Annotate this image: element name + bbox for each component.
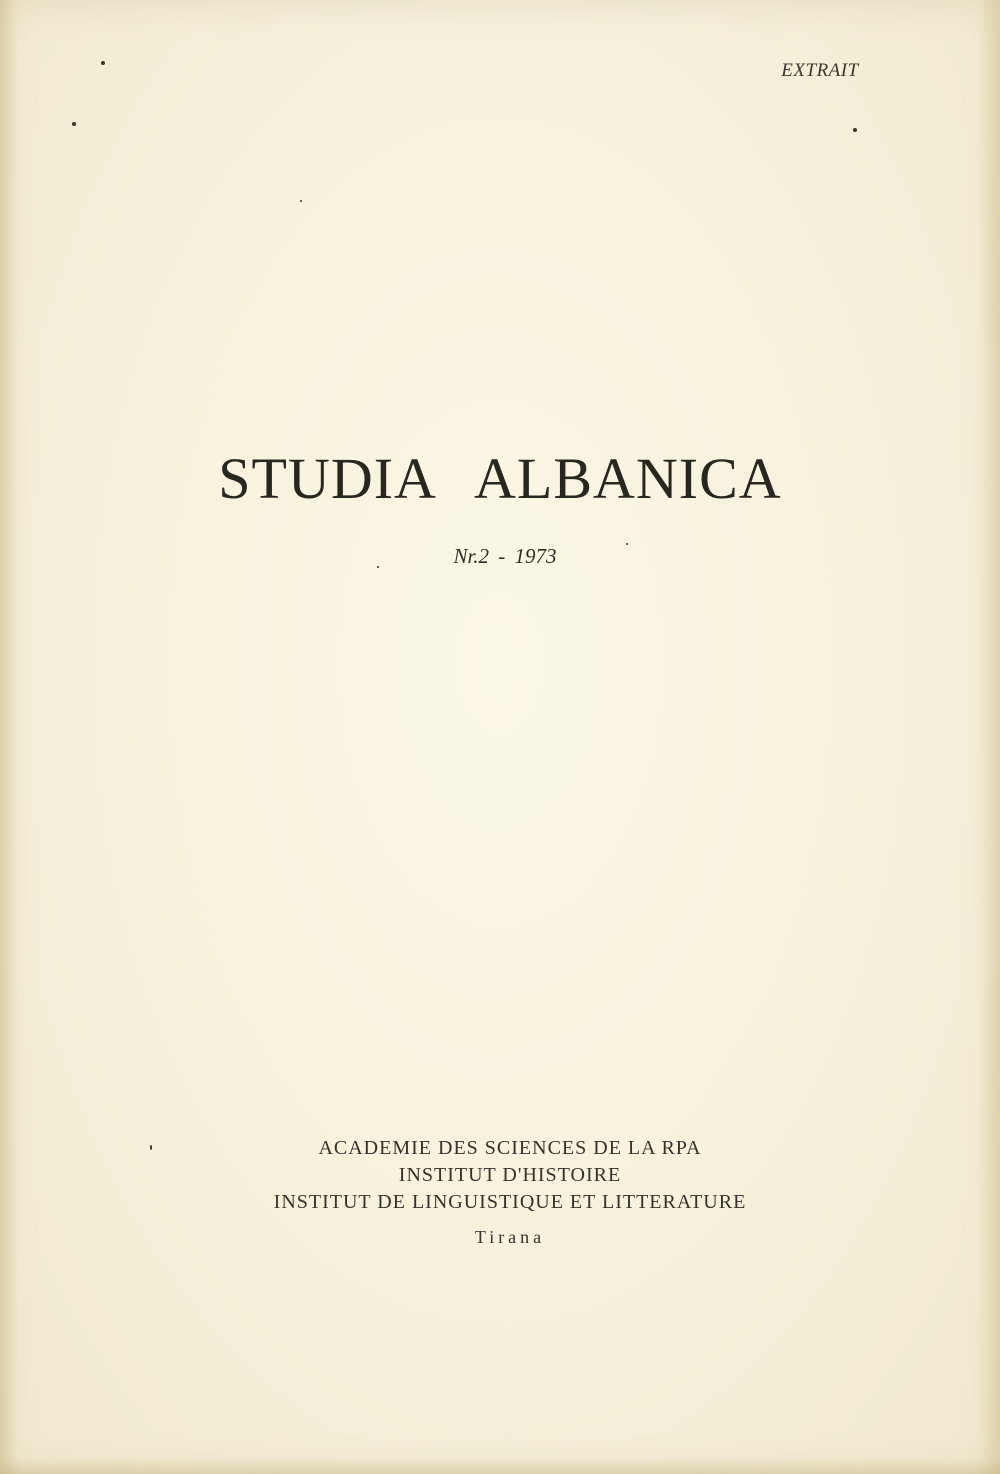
ink-speck [853, 128, 857, 132]
paper-edge-right [978, 0, 1000, 1474]
extrait-label: EXTRAIT [781, 60, 859, 81]
paper-edge-bottom [0, 1458, 1000, 1474]
journal-title: STUDIA ALBANICA [218, 446, 782, 511]
ink-speck [300, 200, 302, 202]
ink-speck [72, 122, 76, 126]
ink-speck [101, 61, 105, 65]
publisher-block [0, 1135, 1000, 1251]
publisher-line-linguistics-institute: INSTITUT DE LINGUISTIQUE ET LITTERATURE [273, 1191, 747, 1213]
publisher-line-academy: ACADEMIE DES SCIENCES DE LA RPA [318, 1137, 702, 1159]
paper-edge-left [0, 0, 18, 1474]
issue-number: Nr.2 - 1973 [453, 544, 557, 568]
publisher-city: Tirana [474, 1227, 546, 1247]
publisher-line-history-institute: INSTITUT D'HISTOIRE [398, 1164, 622, 1186]
